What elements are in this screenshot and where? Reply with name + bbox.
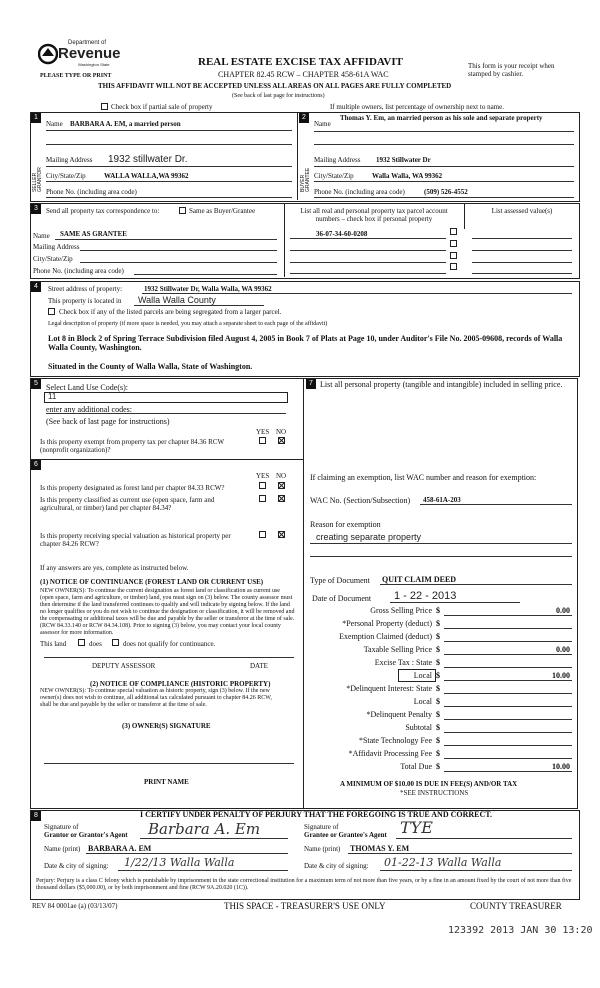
county: Walla Walla County [138,295,216,305]
owner-signature-label: (3) OWNER(S) SIGNATURE [122,722,211,730]
current-use-yes-checkbox[interactable] [259,495,266,502]
notice1-text: NEW OWNER(S): To continue the current designation as forest land or classification as current use (open space, farm and agriculture, or timber) land, you must sign on (3) below. The county assessor must then determine if the land transferred continues to qualify and will indicate by signing below. If the land no longer qualifies or you do not wish to continue the designation or classification, it will be removed and the compensating or additional taxes will be due and payable by the seller or transferor at the time of sale. (RCW 84.33.140 or RCW 84.34.108). Prior to signing (3) below, you may contact your local county assessor for more information. [40,588,295,636]
tax-row-label: Excise Tax : State [374,658,432,667]
print-name-label: PRINT NAME [144,778,189,786]
located-label: This property is located in [48,297,122,305]
reason-label: Reason for exemption [310,520,381,529]
reason-value: creating separate property [316,532,422,542]
tax-row-currency: $ [436,749,440,758]
land-use-field[interactable] [44,392,288,403]
section-7-number: 7 [306,379,316,389]
buyer-address-label: Mailing Address [314,156,361,164]
tax-row-value: 10.00 [552,762,570,771]
grantor-sig-label-2: Grantor or Grantor's Agent [44,831,128,839]
notice2-title: (2) NOTICE OF COMPLIANCE (HISTORIC PROPERTY) [90,680,271,688]
grantee-sig-label-2: Grantee or Grantee's Agent [304,831,387,839]
grantee-print-label: Name (print) [304,845,341,853]
tax-row-label: Local [413,697,432,706]
seller-name-label: Name [46,120,63,128]
tax-row-label: *Delinquent Penalty [366,710,432,719]
certify-statement: I CERTIFY UNDER PENALTY OF PERJURY THAT THE FOREGOING IS TRUE AND CORRECT. [140,810,493,819]
tax-row-label: Exemption Claimed (deduct) [339,632,432,641]
partial-sale-checkbox[interactable] [101,103,108,110]
if-yes-note: If any answers are yes, complete as instructed below. [40,564,189,572]
same-as-buyer-label: Same as Buyer/Grantee [189,207,256,215]
date-label: DATE [250,662,268,670]
deputy-assessor-label: DEPUTY ASSESSOR [92,662,156,670]
please-type: PLEASE TYPE OR PRINT [40,73,112,79]
tax-row-currency: $ [436,697,440,706]
exempt-yes-checkbox[interactable] [259,437,266,444]
tax-row-label: *Affidavit Processing Fee [348,749,432,758]
notice2-text: NEW OWNER(S): To continue special valuation as historic property, sign (3) below. If the new owner(s) does not wish to continue, all additional tax calculated pursuant to chapter 84.26 RCW, shall be due and payable by the seller or transferor at the time of sale. [40,688,272,708]
personal-property-checkbox-1[interactable] [450,228,457,235]
seller-city-label: City/State/Zip [46,172,86,180]
tax-row-label: *Personal Property (deduct) [342,619,432,628]
list-personal-property: List all personal property (tangible and intangible) included in selling price. [320,380,563,389]
receipt-stamp: 123392 2013 JAN 30 13:20 [448,925,593,936]
segregated-label: Check box if any of the listed parcels are being segregated from a larger parcel. [59,308,282,316]
tax-row-value: 10.00 [552,671,570,680]
does-checkbox[interactable] [78,639,85,646]
form-title: REAL ESTATE EXCISE TAX AFFIDAVIT [198,56,403,68]
form-chapter: CHAPTER 82.45 RCW – CHAPTER 458-61A WAC [218,70,389,79]
receipt-note: This form is your receipt when stamped by cashier. [468,62,555,78]
grantee-date-city-label: Date & city of signing: [304,862,369,870]
tax-row-label: Gross Selling Price [370,606,432,615]
land-use-value: 11 [48,392,57,401]
tax-row-currency: $ [436,723,440,732]
form-revision: REV 84 0001ae (a) (03/13/07) [32,902,118,910]
grantor-print-name: BARBARA A. EM [88,844,152,853]
land-use-label: Select Land Use Code(s): [46,383,128,392]
tax-row-currency: $ [436,684,440,693]
s6-yes-header: YES [256,472,270,480]
tax-name: SAME AS GRANTEE [60,230,127,238]
wac-label: WAC No. (Section/Subsection) [310,496,411,505]
section-1-number: 1 [31,113,41,123]
see-back-header: (See back of last page for instructions) [232,93,325,99]
buyer-city-label: City/State/Zip [314,172,354,180]
tax-row-label: Total Due [400,762,432,771]
grantor-sig-label-1: Signature of [44,823,79,831]
seller-address-label: Mailing Address [46,156,93,164]
tax-row-currency: $ [436,606,440,615]
s6-no-header: NO [276,472,287,480]
tax-row-currency: $ [436,619,440,628]
buyer-side-label: BUYER GRANTEE [300,167,311,192]
grantor-date-city-label: Date & city of signing: [44,862,109,870]
tax-row-currency: $ [436,762,440,771]
situated: Situated in the County of Walla Walla, State of Washington. [48,362,253,371]
section-4-number: 4 [31,282,41,292]
state-label: Washington State [78,62,110,67]
tax-row-label: Local [413,671,432,680]
historic-question: Is this property receiving special valuation as historical property per chapter 84.26 RCW? [40,532,231,548]
county-treasurer: COUNTY TREASURER [470,901,562,911]
tax-row-currency: $ [436,658,440,667]
grantee-sig-label-1: Signature of [304,823,339,831]
correspondence-label: Send all property tax correspondence to: [46,207,160,215]
tax-row-label: *Delinquent Interest: State [346,684,432,693]
grantor-print-label: Name (print) [44,845,81,853]
grantee-date-city: 01-22-13 Walla Walla [384,856,502,869]
tax-row-label: Taxable Selling Price [363,645,432,654]
forest-yes-checkbox[interactable] [259,482,266,489]
s5-no-header: NO [276,428,287,436]
multiple-owners-note: If multiple owners, list percentage of ownership next to name. [330,103,504,111]
doc-type: QUIT CLAIM DEED [382,575,457,584]
revenue-logo [38,40,128,72]
tax-row-currency: $ [436,671,440,680]
local-tax-box [398,669,436,682]
seller-phone-label: Phone No. (including area code) [46,188,137,196]
current-use-no-checkbox[interactable] [278,495,285,502]
this-land-label: This land [40,640,67,648]
buyer-phone-label: Phone No. (including area code) [314,188,405,196]
exempt-question: Is this property exempt from property tax per chapter 84.36 RCW (nonprofit organization)? [40,438,224,454]
exemption-claim-label: If claiming an exemption, list WAC number and reason for exemption: [310,473,537,482]
street-address: 1932 Stillwater Dr, Walla Walla, WA 99362 [144,285,272,293]
not-accepted-notice: THIS AFFIDAVIT WILL NOT BE ACCEPTED UNLESS ALL AREAS ON ALL PAGES ARE FULLY COMPLETED [98,82,452,90]
tax-name-label: Name [33,232,50,240]
doc-date: 1 - 22 - 2013 [394,590,457,602]
tax-row-currency: $ [436,710,440,719]
section5-see-back: (See back of last page for instructions) [46,417,170,426]
seller-address: 1932 stillwater Dr. [108,154,188,165]
buyer-city: Walla Walla, WA 99362 [372,172,443,180]
personal-property-checkbox-2[interactable] [450,240,457,247]
tax-row-value: 0.00 [556,645,570,654]
buyer-phone: (509) 526-4552 [424,188,468,196]
perjury-note: Perjury: Perjury is a class C felony which is punishable by imprisonment in the state correctional institution for a maximum term of not more than five years, or by a fine in an amount fixed by the court of not more than five thousand dollars ($5,000.00), or by both imprisonment and fine (RCW 9A.20.020 (1C)). [36,878,572,891]
parcel-number: 36-07-34-60-0208 [316,230,368,238]
partial-sale-label: Check box if partial sale of property [111,103,213,111]
same-as-buyer-checkbox[interactable] [179,207,186,214]
does-not-label: does not qualify for continuance. [123,640,216,648]
tax-row-label: *State Technology Fee [358,736,432,745]
buyer-name-label: Name [314,120,331,128]
treasurer-space: THIS SPACE - TREASURER'S USE ONLY [224,901,386,911]
grantor-signature: Barbara A. Em [148,820,261,838]
grantee-print-name: THOMAS Y. EM [350,844,410,853]
tax-row-currency: $ [436,645,440,654]
section-3-number: 3 [31,204,41,214]
seller-name: BARBARA A. EM, a married person [70,120,181,128]
personal-property-checkbox-4[interactable] [450,263,457,270]
legal-description: Lot 8 in Block 2 of Spring Terrace Subdivision filed August 4, 2005 in Book 7 of Plats at Page 10, under Auditor's File No. 2005-09608, records of Walla Walla County, Washington. [48,334,563,352]
legal-label: Legal description of property (if more space is needed, you may attach a separate sheet to each page of the affidavit) [48,321,328,327]
dept-top: Department of [68,40,107,46]
buyer-name: Thomas Y. Em, an married person as his sole and separate property [340,114,543,122]
see-instructions: *SEE INSTRUCTIONS [400,789,469,797]
notice1-title: (1) NOTICE OF CONTINUANCE (FOREST LAND OR CURRENT USE) [40,578,264,586]
current-use-question: Is this property classified as current use (open space, farm and agricultural, or timber) land per chapter 84.34? [40,496,215,512]
section-8-number: 8 [31,811,41,821]
historic-no-checkbox[interactable] [278,531,285,538]
doc-type-label: Type of Document [310,576,370,585]
does-label: does [89,640,102,648]
buyer-address: 1932 Stillwater Dr [376,156,431,164]
minimum-due-note: A MINIMUM OF $10.00 IS DUE IN FEE(S) AND/OR TAX [340,780,518,788]
section-5-number: 5 [31,379,41,389]
seller-city: WALLA WALLA,WA 99362 [104,172,189,180]
grantor-date-city: 1/22/13 Walla Walla [124,856,235,869]
tax-row-value: 0.00 [556,606,570,615]
parcel-header: List all real and personal property tax parcel account numbers – check box if personal property [300,207,448,223]
section-6-number: 6 [31,460,41,470]
personal-property-checkbox-3[interactable] [450,252,457,259]
historic-yes-checkbox[interactable] [259,531,266,538]
revenue-wordmark: Revenue [58,45,121,62]
tax-address-label: Mailing Address [33,243,80,251]
revenue-logo-icon [38,42,58,66]
tax-row-label: Subtotal [405,723,432,732]
doc-date-label: Date of Document [312,594,372,603]
tax-city-label: City/State/Zip [33,255,73,263]
forest-no-checkbox[interactable] [278,482,285,489]
segregated-checkbox[interactable] [48,308,55,315]
tax-row-currency: $ [436,736,440,745]
street-label: Street address of property: [48,285,123,293]
tax-row-currency: $ [436,632,440,641]
assessed-header: List assessed value(s) [491,207,553,215]
s5-yes-header: YES [256,428,270,436]
seller-side-label: SELLER GRANTOR [32,167,43,192]
tax-phone-label: Phone No. (including area code) [33,267,124,275]
exempt-no-checkbox[interactable] [278,437,285,444]
wac-number: 458-61A-203 [423,496,461,504]
forest-question: Is this property designated as forest land per chapter 84.33 RCW? [40,484,225,492]
additional-codes-label: enter any additional codes: [46,405,132,414]
does-not-checkbox[interactable] [112,639,119,646]
grantee-signature: TYE [400,818,433,837]
section-2-number: 2 [299,113,309,123]
